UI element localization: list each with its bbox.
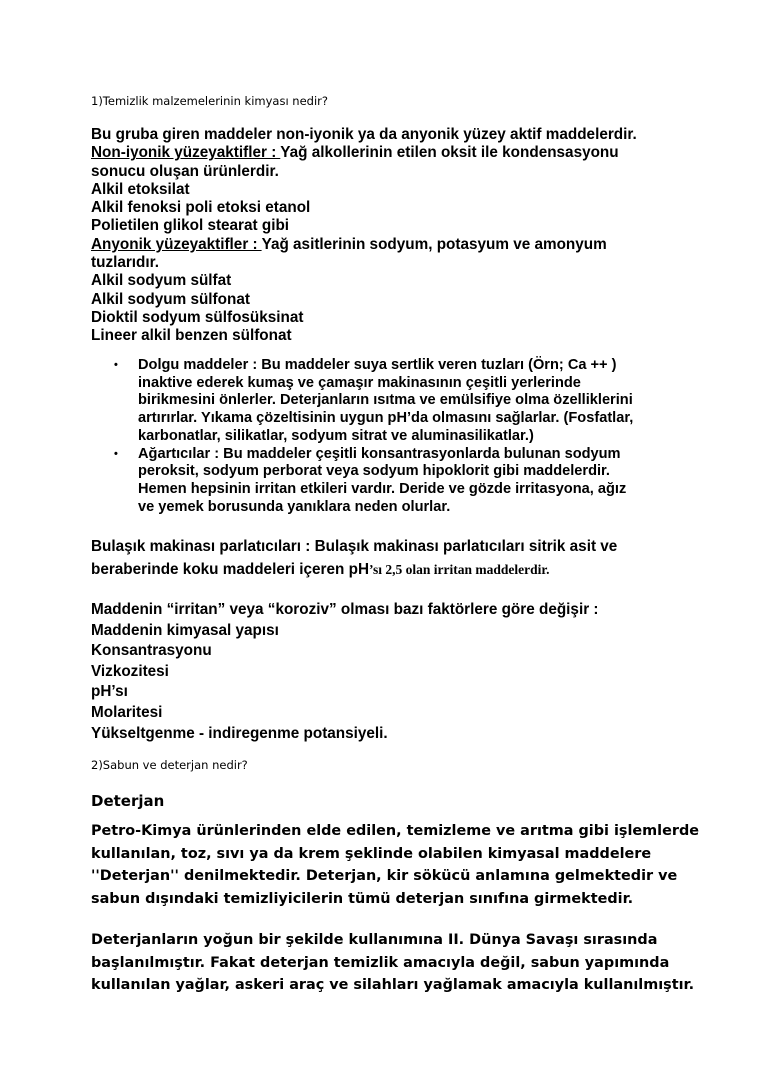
anyonik-item: Alkil sodyum sülfonat	[91, 290, 250, 308]
intro-line: Bu gruba giren maddeler non-iyonik ya da anyonik yüzey aktif maddelerdir.	[91, 126, 637, 143]
paragraph-line: Petro-Kimya ürünlerinden elde edilen, temizleme ve arıtma gibi işlemlerde	[91, 823, 700, 839]
noniyonik-text: Yağ alkollerinin etilen oksit ile kondensasyonu	[280, 144, 619, 162]
question-1-title: 1)Temizlik malzemelerinin kimyası nedir?	[91, 94, 328, 108]
factor-item: Vizkozitesi	[91, 662, 169, 680]
list-item-line: peroksit, sodyum perborat veya sodyum hipoklorit gibi maddelerdir.	[138, 463, 610, 480]
paragraph-line: kullanılan yağlar, askeri araç ve silahları yağlamak amacıyla kullanılmıştır.	[91, 977, 695, 993]
paragraph-line: kullanılan, toz, sıvı ya da krem şeklinde olabilen kimyasal maddelere	[91, 845, 652, 862]
bullet-icon: •	[114, 359, 118, 371]
anyonik-item: Dioktil sodyum sülfosüksinat	[91, 308, 304, 326]
factor-item: Konsantrasyonu	[91, 642, 212, 660]
factors-block	[91, 600, 599, 744]
list-item-line: Hemen hepsinin irritan etkileri vardır. Deride ve gözde irritasyona, ağız	[138, 480, 627, 497]
anyonik-line	[91, 236, 637, 254]
factor-item: Molaritesi	[91, 703, 163, 721]
anyonik-continuation: tuzlarıdır.	[91, 254, 159, 272]
list-item-line: ve yemek borusunda yanıklara neden olurlar.	[138, 498, 451, 515]
list-item-line: Dolgu maddeler : Bu maddeler suya sertlik veren tuzları (Örn; Ca ++ )	[138, 357, 617, 373]
bulasik-line: Bulaşık makinası parlatıcıları : Bulaşık makinası parlatıcıları sitrik asit ve	[91, 538, 618, 555]
noniyonik-continuation: sonucu oluşan ürünlerdir.	[91, 162, 279, 180]
bullet-list	[91, 357, 633, 516]
bullet-icon: •	[114, 447, 118, 460]
question-2-title: 2)Sabun ve deterjan nedir?	[91, 758, 248, 772]
factor-item: Maddenin kimyasal yapısı	[91, 621, 279, 639]
anyonik-item: Lineer alkil benzen sülfonat	[91, 327, 292, 345]
noniyonik-item: Alkil etoksilat	[91, 180, 190, 198]
list-item	[91, 357, 633, 446]
list-item-line: Ağartıcılar : Bu maddeler çeşitli konsantrasyonlarda bulunan sodyum	[138, 445, 621, 462]
paragraph-line: sabun dışındaki temizliyicilerin tümü deterjan sınıfına girmektedir.	[91, 890, 634, 907]
list-item-line: inaktive ederek kumaş ve çamaşır makinasının çeşitli yerlerinde	[138, 374, 581, 391]
bulasik-paragraph	[91, 537, 617, 580]
noniyonik-label: Non-iyonik yüzeyaktifler :	[91, 144, 281, 162]
intro-block	[91, 126, 637, 346]
noniyonik-item: Alkil fenoksi poli etoksi etanol	[91, 199, 311, 217]
paragraph-line: ''Deterjan'' denilmektedir. Deterjan, kir sökücü anlamına gelmektedir ve	[91, 868, 678, 884]
noniyonik-line	[91, 144, 637, 162]
list-item-line: artırırlar. Yıkama çözeltisinin uygun pH’da olmasını sağlarlar. (Fosfatlar,	[138, 410, 634, 427]
bulasik-serif-text: ’sı 2,5 olan irritan maddelerdir.	[369, 562, 550, 577]
anyonik-item: Alkil sodyum sülfat	[91, 272, 232, 290]
deterjan-heading: Deterjan	[91, 792, 165, 810]
anyonik-label: Anyonik yüzeyaktifler :	[91, 235, 262, 253]
deterjan-paragraph-2	[91, 929, 694, 997]
list-item	[91, 446, 633, 517]
factors-heading: Maddenin “irritan” veya “koroziv” olması bazı faktörlere göre değişir :	[91, 601, 599, 618]
paragraph-line: başlanılmıştır. Fakat deterjan temizlik amacıyla değil, sabun yapımında	[91, 954, 670, 971]
bulasik-text: beraberinde koku maddeleri içeren pH	[91, 561, 369, 578]
anyonik-text: Yağ asitlerinin sodyum, potasyum ve amonyum	[261, 235, 607, 253]
factor-item: pH’sı	[91, 683, 128, 701]
paragraph-line: Deterjanların yoğun bir şekilde kullanımına II. Dünya Savaşı sırasında	[91, 932, 658, 948]
bulasik-line	[91, 560, 617, 580]
list-item-line: birikmesini önlerler. Deterjanların ısıtma ve emülsifiye olma özelliklerini	[138, 392, 633, 409]
list-item-line: karbonatlar, silikatlar, sodyum sitrat ve aluminasilikatlar.)	[138, 427, 534, 444]
noniyonik-item: Polietilen glikol stearat gibi	[91, 217, 290, 235]
deterjan-paragraph-1	[91, 820, 699, 910]
factor-item: Yükseltgenme - indiregenme potansiyeli.	[91, 724, 388, 742]
